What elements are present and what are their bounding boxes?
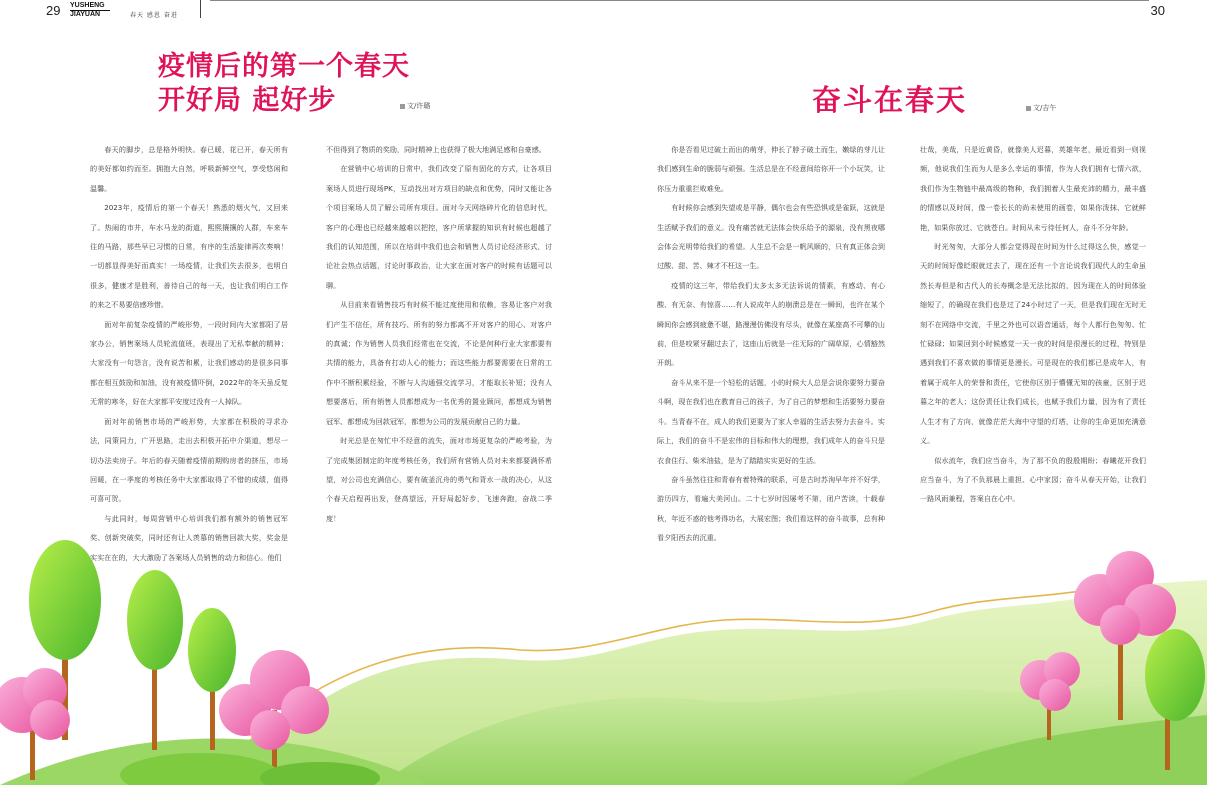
page-header [0, 0, 1207, 22]
paragraph: 有时候你会感到失望或是平静，偶尔也会有些恐惧或是雀跃，这就是生活赋予我们的意义。没有痛苦就无法体会快乐给予的源泉，没有黑夜哪会体会光明带给我们的希望。人生总不会是一帆风顺的，只有真正体会到过酸、甜、苦、辣才不枉这一生。 [657, 203, 885, 271]
green-tree-medium [127, 570, 183, 750]
paragraph: 在营销中心培训的日常中，我们改变了原有固化的方式，让各项目案场人员进行现场PK，互动找出对方项目的缺点和优势，同时又能让各个项目案场人员了解公司所有项目。面对今天网络碎片化的信息时代，客户的心理也已经越来越难以把控，客户所掌握的知识有时候也超越了我们的认知范围，所以在培训中我们也会和销售人员讨论经济形式，讨论社会热点话题，讨论时事政治，让大家在面对客户的时候有话题可以聊。 [326, 164, 552, 290]
article2-column1 [657, 140, 885, 548]
header-rule [210, 0, 1149, 1]
article2-title: 奋斗在春天 [812, 83, 968, 117]
paragraph: 面对年前销售市场的严峻形势，大家都在积极的寻求办法，同策同力，广开思路，走出去积极开拓中介渠道，想尽一切办法卖房子。年后的春天随着疫情前期购房者的挤压，市场回暖，在一季度的考核任务中大家都取得了不错的成绩，值得可喜可贺。 [90, 416, 288, 504]
article1-title [158, 50, 410, 118]
paragraph: 时光匆匆，大部分人都会觉得现在时间为什么过得这么快，感觉一天的时间好像眨眼就过去了，现在还有一个言论说我们现代人的生命虽然长寿但是和古代人的长寿概念是无法比拟的，因为现在人的时间体验缩短了，的确现在我们也是过了24小时过了一天，但是我们现在无时无刻不在网络中交流，千里之外也可以语音通话，每个人都行色匆匆、忙忙碌碌；如果回到小时候感觉一天一夜的时间是很漫长的过程，特别是遇到我们不喜欢做的事情更是漫长。可是现在的我们都已是成年人，有着属于成年人的荣誉和责任，它使你区别于懵懂无知的孩童，区别于迟暮之年的老人；这份责任让我们成长，也赋予我们力量，因为有了责任人生才有了方向，就像茫茫大海中守望的灯塔，让你的生命更加充满意义。 [920, 242, 1146, 446]
paragraph: 从目前来看销售技巧有时候不能过度使用和依赖，容易让客户对我们产生不信任，所有技巧、所有的努力都离不开对客户的用心、对客户的真诚；作为销售人员我们经常也在交流，不论是何种行业大家都要有共情的能力，具备有打动人心的能力；而这些能力都要需要在日常的工作中不断积累经验，不断与人沟通强交流学习，才能取长补短；没有人想要落后，所有销售人员都想成为一名优秀的置业顾问，都想成为销售冠军、都想成为回款冠军，都想为公司的发展贡献自己的力量。 [326, 300, 552, 426]
header-tags: 春天 感恩 奋进 [130, 12, 178, 19]
paragraph: 2023年，疫情后的第一个春天！熟悉的烟火气，又回来了。热闹的市井，车水马龙的街道，熙熙攘攘的人群，车来车往的马路，那些早已习惯的日常，有序的生活旋律再次奏响！一切都显得美好而真实！一场疫情，让我们失去很多，也明白很多，健康才是胜利，善待自己的每一天，也让我们明白工作的来之不易要倍感珍惜。 [90, 203, 288, 310]
page-number-left: 29 [46, 3, 61, 18]
page-number-right: 30 [1150, 3, 1165, 18]
article1-column1 [90, 140, 288, 567]
header-divider [200, 0, 201, 18]
paragraph: 疫情的这三年，带给我们太多太多无法诉说的情素，有感动、有心酸、有无奈、有惊喜……有人说成年人的崩溃总是在一瞬间，也许在某个瞬间你会感到疲惫不堪，路漫漫仿佛没有尽头，就像在某座高不可攀的山前，但是咬紧牙翻过去了，这座山后就是一往无际的广阔草原，心情豁然开朗。 [657, 280, 885, 368]
paragraph: 奋斗从来不是一个轻松的话题，小的时候大人总是会说你要努力要奋斗啊，现在我们也在教育自己的孩子，为了自己的梦想和生活要努力要奋斗。当青春不在，成人的我们更要为了家人幸福的生活去努力去奋斗。实际上，我们的奋斗不是宏伟的目标和伟大的理想，我们成年人的奋斗只是衣食住行、柴米油盐，是为了踏踏实实更好的生活。 [657, 377, 885, 465]
paragraph: 与此同时，每周营销中心培训我们都有额外的销售冠军奖、创新突破奖，同时还有让人羡慕的销售回款大奖，奖金是实实在在的，大大激励了各案场人员销售的动力和信心。他们 [90, 513, 288, 562]
paragraph: 不但得到了物质的奖励，同时精神上也获得了极大地满足感和自豪感。 [326, 145, 546, 154]
paragraph: 时光总是在匆忙中不经意的流失，面对市场更复杂的严峻考验，为了完成集团制定的年度考核任务，我们所有营销人员对未来都要满怀希望，对公司也充满信心，要有破釜沉舟的勇气和背水一战的决心，从这个春天启程再出发，登高望远，开好局起好步，飞速奔跑，奋战二季度！ [326, 436, 552, 523]
spring-scenery-illustration [0, 540, 1207, 785]
article1-title-line1: 疫情后的第一个春天 [158, 51, 410, 82]
article1-title-line2: 开好局 起好步 [158, 85, 337, 116]
paragraph: 壮哉，美哉，只是近黄昏，就像美人迟暮，英雄年老，最近看到一则视频，他说我们生而为人是多么幸运的事情，作为人我们拥有七情六欲，我们作为生物链中最高级的物种，我们拥着人生最充沛的精力，最丰盛的情感以及时间，像一卷长长的尚未使用的画卷，如果你泼抹、它就鲜艳，如果你放过、它就苍白。时间从未亏待任何人，奋斗不分年龄。 [920, 145, 1146, 232]
article1-column2 [326, 140, 552, 528]
paragraph: 面对年前复杂疫情的严峻形势，一段时间内大家都阳了居家办公，销售案场人员轮流值班，表现出了无私奉献的精神；大家没有一句怨言，没有说苦和累，让我们感动的是很多同事都在相互鼓励和加油，没有被疫情吓倒，2022年的冬天虽反复无常的寒冬，好在大家都平安度过没有一人掉队。 [90, 319, 288, 407]
article2-byline: 文/吉午 [1026, 103, 1056, 113]
paragraph: 奋斗虽然往往和青春有着特殊的联系，可是古时苏洵早年并不好学，游历四方，看遍大美河山。二十七岁时因屡考不第，闭户苦读，十载春秋，年近不惑的他考得功名，大展宏图；我们看这样的奋斗故事，总有种看夕阳西去的沉重。 [657, 474, 885, 543]
article2-column2 [920, 140, 1146, 509]
magazine-logo: YUSHENG JIAYUAN [70, 2, 110, 20]
byline-square-icon [400, 104, 405, 109]
article1-byline: 文/许璐 [400, 101, 430, 111]
paragraph: 春天的脚步，总是格外明快。春已暖，花已开，春天所有的美好都如约而至。拥抱大自然，呼吸新鲜空气，享受悠闲和温馨。 [90, 145, 288, 193]
paragraph: 似水流年，我们应当奋斗，为了那不负的殷殷期盼；春曦花开我们应当奋斗，为了不负那晨上重担、心中家园；奋斗从春天开始，让我们一路风雨兼程，答案自在心中。 [920, 455, 1146, 504]
paragraph: 你是否看见过破土而出的萌芽，伸长了脖子破土而生，嫩绿的芽儿让我们感到生命的脆弱与顽强。生活总是在不经意间给你开一个小玩笑，让你压力重重拦败难免。 [657, 145, 885, 193]
byline-square-icon [1026, 106, 1031, 111]
